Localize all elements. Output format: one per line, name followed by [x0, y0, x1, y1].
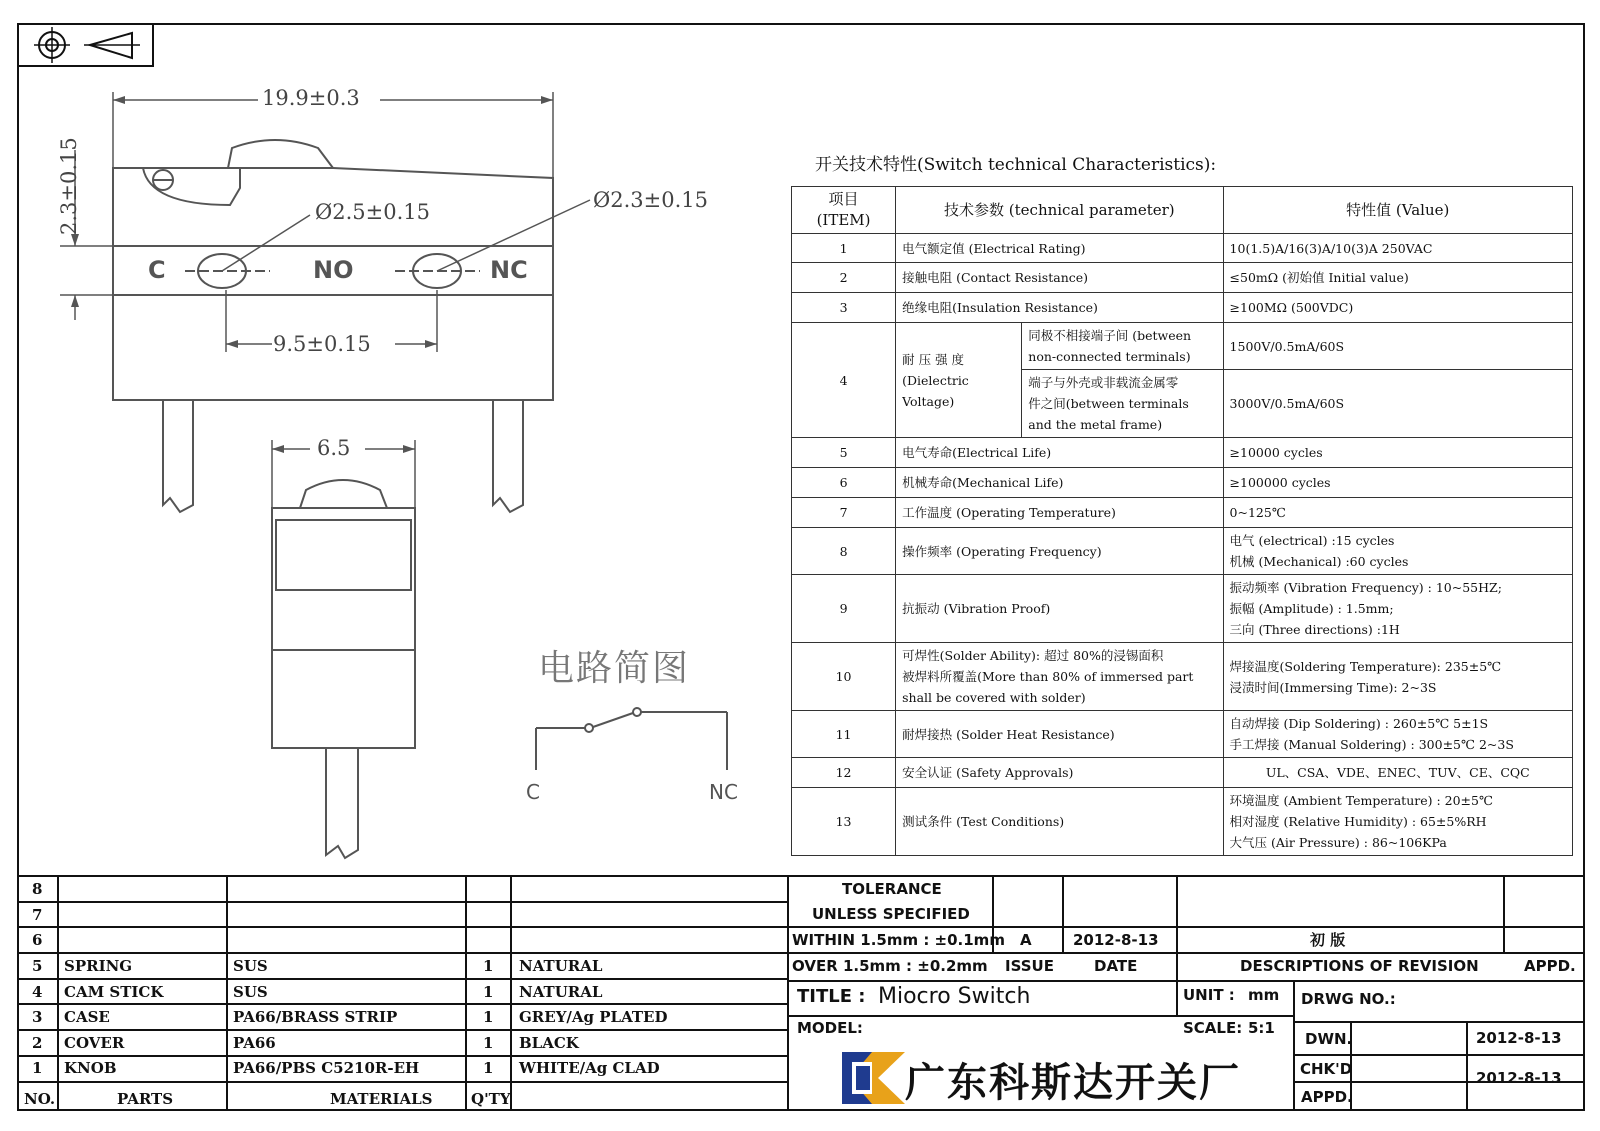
spec-item-number: 8: [792, 528, 896, 575]
bom-qty: 1: [483, 1034, 494, 1052]
spec-value: 自动焊接 (Dip Soldering) : 260±5℃ 5±1S 手工焊接 (Manual Soldering) : 300±5℃ 2~3S: [1223, 711, 1572, 758]
spec-table: [791, 186, 1573, 856]
bom-material: PA66/BRASS STRIP: [233, 1008, 398, 1026]
spec-parameter: 安全认证 (Safety Approvals): [896, 758, 1223, 788]
spec-condition: 端子与外壳或非载流金属零 件之间(between terminals and the metal frame): [1022, 370, 1223, 438]
spec-value: ≥10000 cycles: [1223, 438, 1572, 468]
dim-hole-nc: Ø2.3±0.15: [593, 188, 708, 212]
drawn-label: DWN.: [1305, 1030, 1353, 1048]
bom-part: KNOB: [64, 1059, 117, 1077]
bom-material: PA66: [233, 1034, 276, 1052]
company-name: 广东科斯达开关厂: [905, 1060, 1241, 1106]
date-label: DATE: [1094, 957, 1138, 975]
checked-label: CHK'D: [1300, 1060, 1353, 1078]
spec-parameter: 电气寿命(Electrical Life): [896, 438, 1223, 468]
spec-parameter: 工作温度 (Operating Temperature): [896, 498, 1223, 528]
bom-part: CAM STICK: [64, 983, 164, 1001]
spec-row: [792, 758, 1573, 788]
bom-part: COVER: [64, 1034, 125, 1052]
bom-number: 1: [32, 1059, 43, 1077]
drawing-number-label: DRWG NO.:: [1301, 990, 1396, 1008]
bom-finish: GREY/Ag PLATED: [519, 1008, 668, 1026]
spec-title: 开关技术特性(Switch technical Characteristics):: [815, 155, 1217, 175]
projection-symbol-icon: [18, 24, 153, 66]
bom-qty: 1: [483, 1059, 494, 1077]
spec-row: [792, 293, 1573, 323]
dim-pitch: 9.5±0.15: [273, 332, 371, 356]
spec-header-parameter: 技术参数 (technical parameter): [896, 187, 1223, 234]
spec-header-item: 项目 (ITEM): [792, 187, 896, 234]
spec-item-number: 12: [792, 758, 896, 788]
title-value: Miocro Switch: [878, 984, 1031, 1009]
bom-material: PA66/PBS C5210R-EH: [233, 1059, 420, 1077]
spec-row: [792, 788, 1573, 856]
circuit-diagram: [536, 708, 727, 770]
dim-height: 2.3±0.15: [57, 137, 81, 235]
spec-item-number: 10: [792, 643, 896, 711]
dim-hole-c: Ø2.5±0.15: [315, 200, 430, 224]
scale-label: SCALE:: [1183, 1019, 1243, 1037]
spec-item-number: 11: [792, 711, 896, 758]
tolerance-line-1: TOLERANCE: [842, 880, 942, 898]
bom-header-materials: MATERIALS: [330, 1090, 433, 1108]
spec-value: 振动频率 (Vibration Frequency) : 10~55HZ; 振幅 (Amplitude) : 1.5mm; 三向 (Three directions) :1H: [1223, 575, 1572, 643]
dim-thickness: 6.5: [317, 436, 351, 460]
bom-header-qty: Q'TY: [471, 1090, 511, 1108]
bom-finish: WHITE/Ag CLAD: [519, 1059, 660, 1077]
bom-qty: 1: [483, 957, 494, 975]
spec-row: [792, 263, 1573, 293]
bom-finish: NATURAL: [519, 983, 603, 1001]
bom-part: SPRING: [64, 957, 133, 975]
spec-parameter: 接触电阻 (Contact Resistance): [896, 263, 1223, 293]
spec-parameter: 操作频率 (Operating Frequency): [896, 528, 1223, 575]
spec-row: [792, 438, 1573, 468]
spec-row: [792, 528, 1573, 575]
spec-row: [792, 234, 1573, 263]
bom-number: 7: [32, 906, 43, 924]
spec-value: 电气 (electrical) :15 cycles 机械 (Mechanical) :60 cycles: [1223, 528, 1572, 575]
bom-material: SUS: [233, 983, 268, 1001]
spec-header-value: 特性值 (Value): [1223, 187, 1572, 234]
model-label: MODEL:: [797, 1019, 863, 1037]
bom-header-no: NO.: [24, 1090, 56, 1108]
bom-finish: NATURAL: [519, 957, 603, 975]
terminal-label-no: NO: [313, 256, 354, 284]
bom-header-parts: PARTS: [117, 1090, 174, 1108]
company-logo-icon: [842, 1052, 905, 1104]
spec-parameter: 耐焊接热 (Solder Heat Resistance): [896, 711, 1223, 758]
spec-item-number: 2: [792, 263, 896, 293]
bom-number: 8: [32, 880, 43, 898]
spec-row: [792, 498, 1573, 528]
spec-parameter: 测试条件 (Test Conditions): [896, 788, 1223, 856]
spec-parameter: 电气额定值 (Electrical Rating): [896, 234, 1223, 263]
bom-number: 6: [32, 931, 43, 949]
revision-issue: A: [1020, 931, 1032, 949]
spec-value: 环境温度 (Ambient Temperature) : 20±5℃ 相对湿度 (Relative Humidity) : 65±5%RH 大气压 (Air Pressure) : 86~106KPa: [1223, 788, 1572, 856]
terminal-label-c: C: [148, 256, 166, 284]
spec-value: 3000V/0.5mA/60S: [1223, 370, 1572, 438]
unit-label: UNIT :: [1183, 986, 1235, 1004]
spec-value: 焊接温度(Soldering Temperature): 235±5℃ 浸渍时间(Immersing Time): 2~3S: [1223, 643, 1572, 711]
unit-value: mm: [1248, 986, 1280, 1004]
issue-label: ISSUE: [1005, 957, 1054, 975]
spec-parameter: 可焊性(Solder Ability): 超过 80%的浸锡面积 被焊料所覆盖(More than 80% of immersed part shall be covered with solder): [896, 643, 1223, 711]
spec-row: [792, 575, 1573, 643]
spec-item-number: 5: [792, 438, 896, 468]
spec-parameter: 绝缘电阻(Insulation Resistance): [896, 293, 1223, 323]
tolerance-line-3: WITHIN 1.5mm : ±0.1mm: [792, 931, 1005, 949]
spec-item-number: 13: [792, 788, 896, 856]
descriptions-label: DESCRIPTIONS OF REVISION: [1240, 957, 1479, 975]
spec-value: ≥100MΩ (500VDC): [1223, 293, 1572, 323]
spec-row: [792, 643, 1573, 711]
spec-value: 10(1.5)A/16(3)A/10(3)A 250VAC: [1223, 234, 1572, 263]
spec-value: ≤50mΩ (初始值 Initial value): [1223, 263, 1572, 293]
spec-parameter: 耐 压 强 度 (Dielectric Voltage): [896, 323, 1022, 438]
circuit-label-c: C: [526, 780, 540, 804]
spec-item-number: 9: [792, 575, 896, 643]
spec-parameter: 抗振动 (Vibration Proof): [896, 575, 1223, 643]
bom-qty: 1: [483, 983, 494, 1001]
tolerance-line-4: OVER 1.5mm : ±0.2mm: [792, 957, 988, 975]
spec-value: UL、CSA、VDE、ENEC、TUV、CE、CQC: [1223, 758, 1572, 788]
spec-row: [792, 711, 1573, 758]
spec-row: [792, 323, 1573, 370]
circuit-label-nc: NC: [709, 780, 738, 804]
spec-item-number: 6: [792, 468, 896, 498]
revision-date: 2012-8-13: [1073, 931, 1159, 949]
spec-item-number: 4: [792, 323, 896, 438]
spec-parameter: 机械寿命(Mechanical Life): [896, 468, 1223, 498]
spec-item-number: 7: [792, 498, 896, 528]
terminal-label-nc: NC: [490, 256, 528, 284]
bom-finish: BLACK: [519, 1034, 579, 1052]
spec-value: ≥100000 cycles: [1223, 468, 1572, 498]
scale-value: 5:1: [1248, 1019, 1275, 1037]
bom-number: 3: [32, 1008, 43, 1026]
checked-date: 2012-8-13: [1476, 1069, 1562, 1087]
spec-item-number: 1: [792, 234, 896, 263]
spec-value: 0~125℃: [1223, 498, 1572, 528]
circuit-title: 电路简图: [538, 648, 691, 689]
spec-item-number: 3: [792, 293, 896, 323]
approved-label: APPD.: [1301, 1088, 1353, 1106]
spec-value: 1500V/0.5mA/60S: [1223, 323, 1572, 370]
bom-number: 2: [32, 1034, 43, 1052]
drawn-date: 2012-8-13: [1476, 1029, 1562, 1047]
tolerance-line-2: UNLESS SPECIFIED: [812, 905, 970, 923]
bom-number: 4: [32, 983, 43, 1001]
revision-description: 初 版: [1310, 931, 1346, 949]
spec-row: [792, 468, 1573, 498]
title-label: TITLE :: [797, 986, 866, 1007]
appd-label: APPD.: [1524, 957, 1576, 975]
bom-qty: 1: [483, 1008, 494, 1026]
spec-header-row: [792, 187, 1573, 234]
bom-material: SUS: [233, 957, 268, 975]
dim-width: 19.9±0.3: [262, 86, 360, 110]
bom-number: 5: [32, 957, 43, 975]
bom-part: CASE: [64, 1008, 110, 1026]
spec-condition: 同极不相接端子间 (between non-connected terminals): [1022, 323, 1223, 370]
switch-side-view: [272, 480, 415, 858]
